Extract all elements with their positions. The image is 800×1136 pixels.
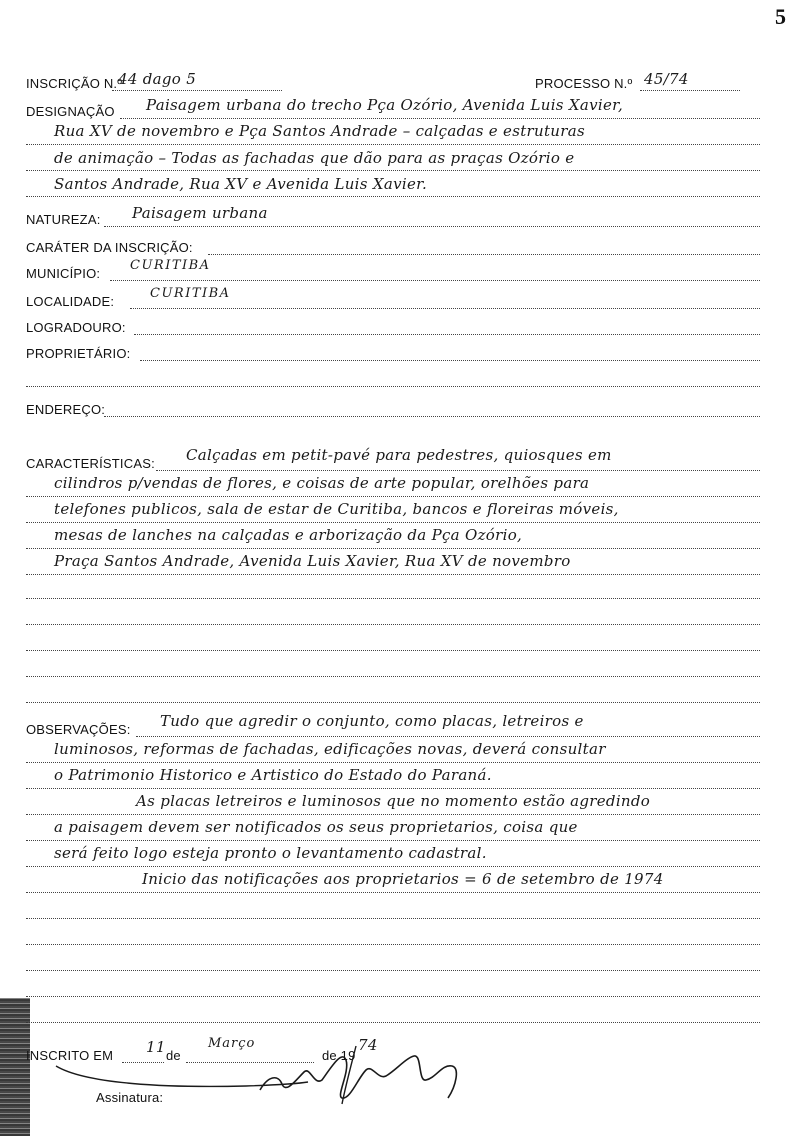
caracteristicas-rule-5 [26, 574, 760, 575]
designacao-label: DESIGNAÇÃO [26, 104, 115, 119]
observacoes-line-4: As placas letreiros e luminosos que no momento estão agredindo [136, 792, 651, 810]
designacao-line-3: de animação – Todas as fachadas que dão para as praças Ozório e [54, 149, 575, 167]
caracteristicas-rule-6 [26, 598, 760, 599]
inscrito-year: 74 [358, 1036, 378, 1054]
observacoes-rule-1 [136, 736, 760, 737]
observacoes-rule-10 [26, 970, 760, 971]
designacao-line-1: Paisagem urbana do trecho Pça Ozório, Avenida Luis Xavier, [146, 96, 624, 114]
carater-label: CARÁTER DA INSCRIÇÃO: [26, 240, 193, 255]
caracteristicas-rule-3 [26, 522, 760, 523]
municipio-value: CURITIBA [130, 258, 211, 273]
caracteristicas-line-1: Calçadas em petit-pavé para pedestres, quiosques em [186, 446, 612, 464]
observacoes-rule-8 [26, 918, 760, 919]
municipio-rule [110, 280, 760, 281]
observacoes-line-3: o Patrimonio Historico e Artistico do Estado do Paraná. [54, 766, 492, 784]
processo-line [640, 90, 740, 91]
observacoes-line-2: luminosos, reformas de fachadas, edificações novas, deverá consultar [54, 740, 606, 758]
processo-label: PROCESSO N.º [535, 76, 633, 91]
inscricao-value: 44 dago 5 [118, 70, 197, 88]
inscrito-day: 11 [146, 1038, 166, 1056]
inscricao-line [112, 90, 282, 91]
natureza-rule [104, 226, 760, 227]
designacao-line-2: Rua XV de novembro e Pça Santos Andrade – calçadas e estruturas [54, 122, 585, 140]
observacoes-label: OBSERVAÇÕES: [26, 722, 131, 737]
inscrito-de-2: de 19 [322, 1048, 356, 1063]
caracteristicas-rule-7 [26, 624, 760, 625]
observacoes-rule-2 [26, 762, 760, 763]
observacoes-rule-6 [26, 866, 760, 867]
observacoes-rule-7 [26, 892, 760, 893]
designacao-rule-2 [26, 144, 760, 145]
designacao-line-4: Santos Andrade, Rua XV e Avenida Luis Xavier. [54, 175, 428, 193]
caracteristicas-label: CARACTERÍSTICAS: [26, 456, 155, 471]
processo-value: 45/74 [644, 70, 689, 88]
page-number: 5 [775, 4, 786, 29]
observacoes-line-6: será feito logo esteja pronto o levantamento cadastral. [54, 844, 487, 862]
localidade-label: LOCALIDADE: [26, 294, 115, 309]
caracteristicas-rule-2 [26, 496, 760, 497]
observacoes-line-5: a paisagem devem ser notificados os seus proprietarios, coisa que [54, 818, 578, 836]
caracteristicas-line-2: cilindros p/vendas de flores, e coisas de arte popular, orelhões para [54, 474, 590, 492]
localidade-value: CURITIBA [150, 286, 231, 301]
observacoes-rule-4 [26, 814, 760, 815]
proprietario-rule-1 [140, 360, 760, 361]
caracteristicas-rule-4 [26, 548, 760, 549]
observacoes-rule-11 [26, 996, 760, 997]
designacao-rule-1 [120, 118, 760, 119]
inscrito-em-label: INSCRITO EM [26, 1048, 114, 1063]
natureza-label: NATUREZA: [26, 212, 101, 227]
inscrito-month: Março [208, 1036, 256, 1051]
endereco-rule [104, 416, 760, 417]
observacoes-rule-9 [26, 944, 760, 945]
proprietario-label: PROPRIETÁRIO: [26, 346, 131, 361]
caracteristicas-rule-10 [26, 702, 760, 703]
localidade-rule [130, 308, 760, 309]
carater-rule [208, 254, 760, 255]
inscrito-de-1: de [166, 1048, 181, 1063]
scan-edge-smudge [0, 998, 30, 1136]
natureza-value: Paisagem urbana [132, 204, 268, 222]
caracteristicas-line-4: mesas de lanches na calçadas e arborização da Pça Ozório, [54, 526, 523, 544]
observacoes-rule-12 [26, 1022, 760, 1023]
caracteristicas-rule-9 [26, 676, 760, 677]
observacoes-rule-5 [26, 840, 760, 841]
designacao-rule-4 [26, 196, 760, 197]
assinatura-label: Assinatura: [96, 1090, 164, 1105]
endereco-label: ENDEREÇO: [26, 402, 106, 417]
logradouro-label: LOGRADOURO: [26, 320, 126, 335]
proprietario-rule-2 [26, 386, 760, 387]
logradouro-rule [134, 334, 760, 335]
observacoes-line-1: Tudo que agredir o conjunto, como placas, letreiros e [160, 712, 584, 730]
municipio-label: MUNICÍPIO: [26, 266, 101, 281]
observacoes-rule-3 [26, 788, 760, 789]
caracteristicas-line-3: telefones publicos, sala de estar de Curitiba, bancos e floreiras móveis, [54, 500, 619, 518]
designacao-rule-3 [26, 170, 760, 171]
signature-image [46, 1040, 476, 1120]
inscricao-label: INSCRIÇÃO N.º [26, 76, 123, 91]
caracteristicas-line-5: Praça Santos Andrade, Avenida Luis Xavier, Rua XV de novembro [54, 552, 571, 570]
caracteristicas-rule-1 [156, 470, 760, 471]
observacoes-line-7: Inicio das notificações aos proprietarios = 6 de setembro de 1974 [142, 870, 664, 888]
caracteristicas-rule-8 [26, 650, 760, 651]
